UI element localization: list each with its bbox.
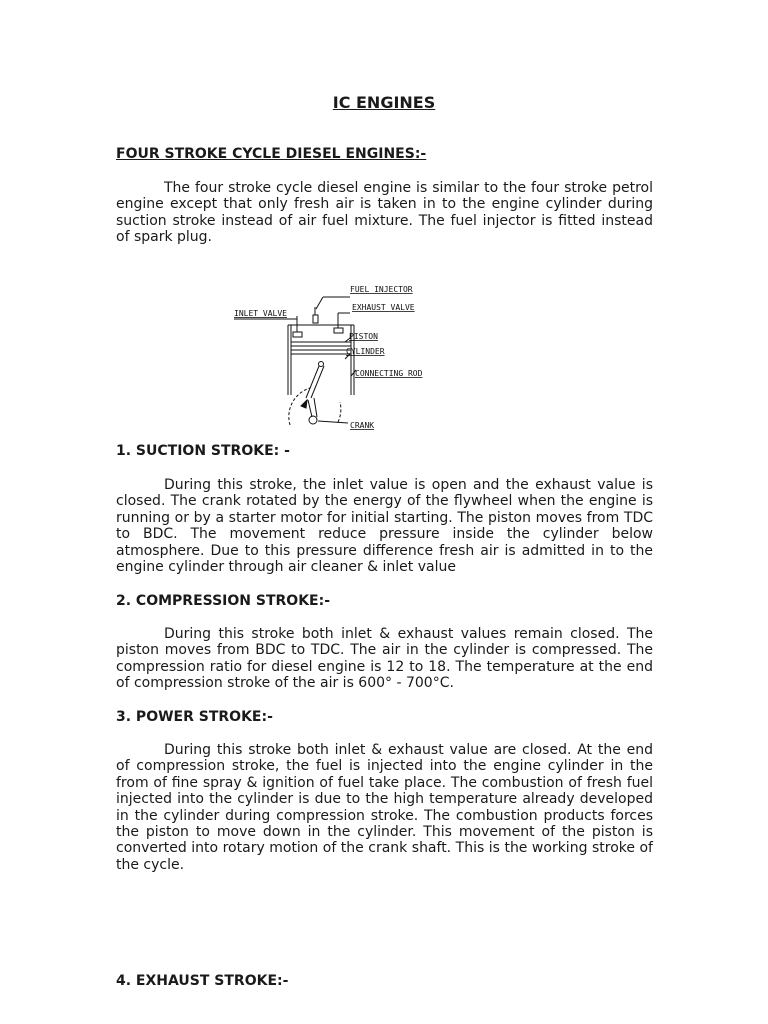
intro-paragraph: The four stroke cycle diesel engine is similar to the four stroke petrol engine except that only fresh air is taken in to the engine cylinder during suction stroke instead of air fuel mixture. The fuel injector is fitted instead of spark plug. xyxy=(116,180,653,246)
label-piston: PISTON xyxy=(349,332,378,341)
label-fuel-injector: FUEL INJECTOR xyxy=(350,285,413,294)
section-subtitle: FOUR STROKE CYCLE DIESEL ENGINES:- xyxy=(116,146,427,162)
inlet-valve-shape xyxy=(293,332,302,337)
label-cylinder: CYLINDER xyxy=(346,347,385,356)
section-body-power: During this stroke both inlet & exhaust value are closed. At the end of compression stroke, the fuel is injected into the engine cylinder in the from of fine spray & ignition of fuel take place. The combustion of fresh fuel injected into the cylinder is due to the high temperature already developed in the cylinder during compression stroke. The combustion products forces the piston to move down in the cylinder. This movement of the piston is converted into rotary motion of the crank shaft. This is the working stroke of the cycle. xyxy=(116,742,653,873)
section-body-suction: During this stroke, the inlet value is open and the exhaust value is closed. The crank rotated by the energy of the flywheel when the engine is running or by a starter motor for initial starting. The piston moves from TDC to BDC. The movement reduce pressure inside the cylinder below atmosphere. Due to this pressure difference fresh air is admitted in to the engine cylinder through air cleaner & inlet value xyxy=(116,477,653,576)
section-heading-compression: 2. COMPRESSION STROKE:- xyxy=(116,593,331,609)
crank-shaft xyxy=(309,416,317,424)
label-exhaust-valve: EXHAUST VALVE xyxy=(352,303,415,312)
label-inlet-valve: INLET VALVE xyxy=(234,309,287,318)
section-heading-suction: 1. SUCTION STROKE: - xyxy=(116,443,290,459)
rotation-arrow xyxy=(301,400,307,408)
section-heading-power: 3. POWER STROKE:- xyxy=(116,709,273,725)
label-crank: CRANK xyxy=(350,421,375,430)
exhaust-valve-shape xyxy=(334,328,343,333)
page-title: IC ENGINES xyxy=(332,93,436,112)
gudgeon-pin xyxy=(319,362,324,367)
section-body-compression: During this stroke both inlet & exhaust values remain closed. The piston moves from BDC to TDC. The air in the cylinder is compressed. The compression ratio for diesel engine is 12 to 18. The temperature at the end of compression stroke of the air is 600° - 700°C. xyxy=(116,626,653,692)
fuel-injector-shape xyxy=(313,315,318,323)
crank-circle-arc xyxy=(289,388,310,425)
section-heading-exhaust: 4. EXHAUST STROKE:- xyxy=(116,973,289,989)
label-connecting-rod: CONNECTING ROD xyxy=(355,369,423,378)
engine-diagram xyxy=(228,280,438,432)
piston-shape xyxy=(291,342,351,354)
